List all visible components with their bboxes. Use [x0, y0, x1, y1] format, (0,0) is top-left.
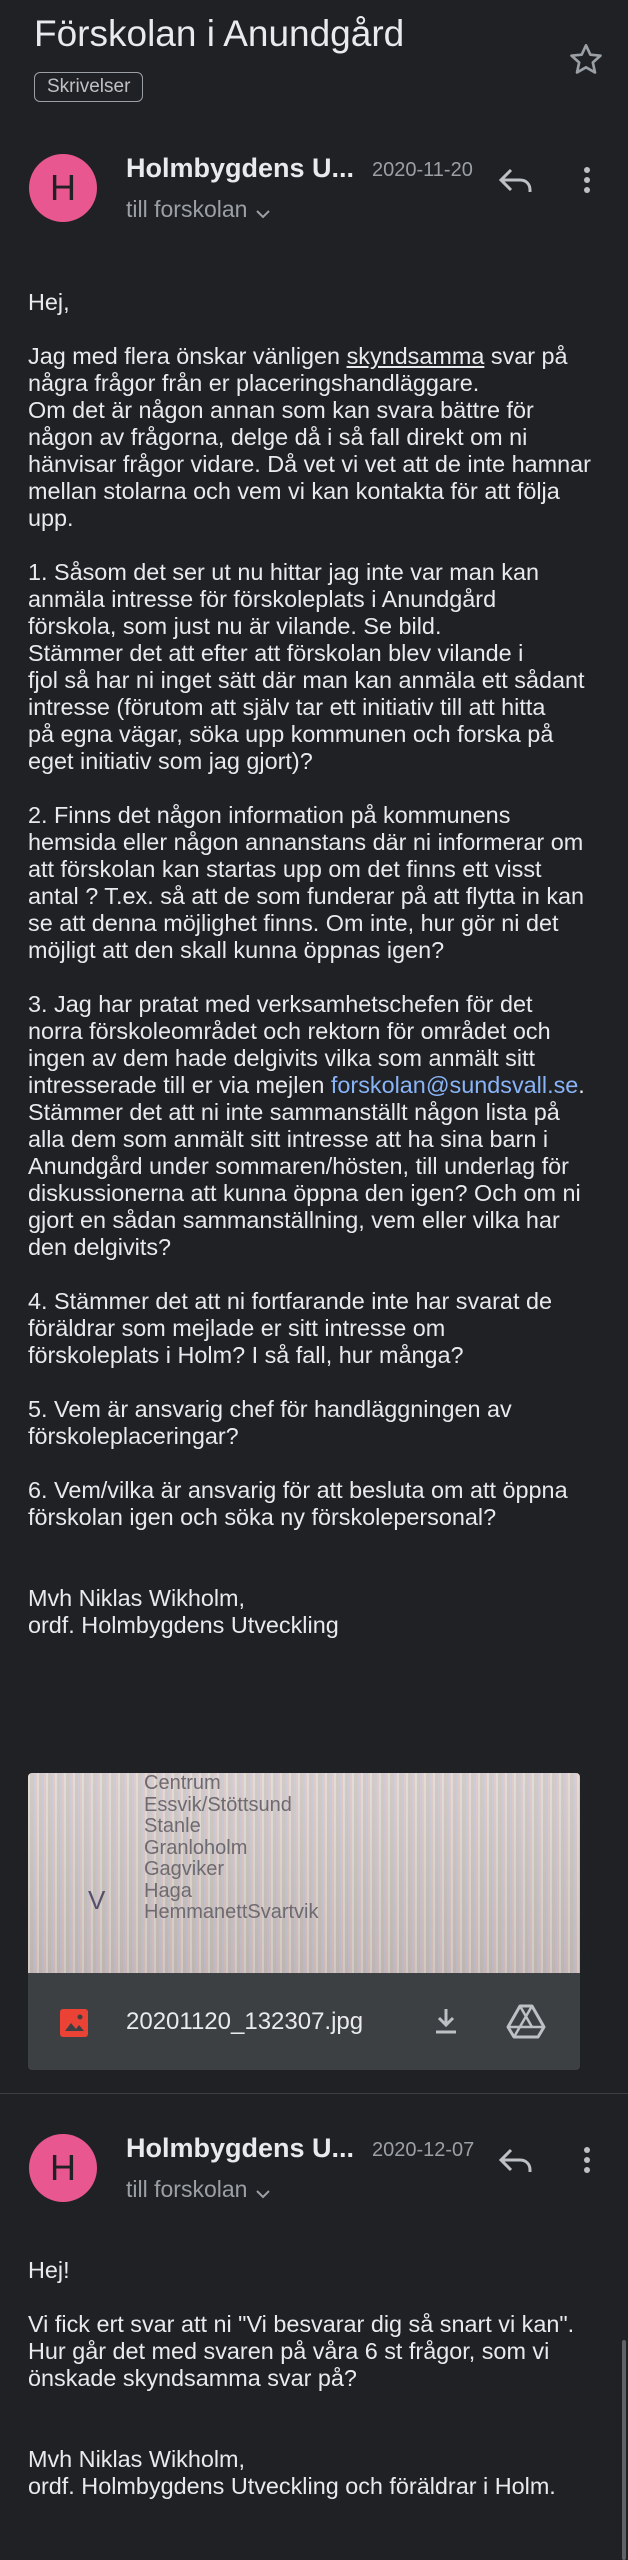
attachment-preview[interactable] [28, 1773, 580, 1973]
message-header[interactable] [0, 144, 628, 264]
message-header[interactable] [0, 2124, 628, 2244]
recipient-toggle[interactable] [126, 194, 271, 226]
recipient-label: till forskolan [126, 2176, 248, 2202]
avatar: H [29, 154, 97, 222]
star-icon[interactable] [566, 40, 606, 80]
preview-mark: V [88, 1885, 106, 1915]
chevron-down-icon [255, 2176, 271, 2206]
sender-name: Holmbygdens U... [126, 2133, 355, 2163]
signature: Mvh Niklas Wikholm, ordf. Holmbygdens Utveckling och föräldrar i Holm. [28, 2446, 556, 2499]
more-options-button[interactable] [572, 2140, 602, 2180]
image-file-icon [58, 2007, 90, 2039]
reply-button[interactable] [494, 2140, 538, 2180]
more-vert-icon [572, 2140, 602, 2180]
recipient-label: till forskolan [126, 196, 248, 222]
greeting: Hej! [28, 2257, 70, 2283]
question-6: 6. Vem/vilka är ansvarig för att besluta om att öppna förskolan igen och söka ny förskolepersonal? [28, 1477, 568, 1530]
attachment-card[interactable] [28, 1773, 580, 2070]
message-date: 2020-11-20 [372, 159, 473, 181]
message-body [28, 2257, 608, 2527]
paragraph-intro: Jag med flera önskar vänligen skyndsamma svar på några frågor från er placeringshandläggare. Om det är någon annan som kan svara bättre för någon av frågorna, delge då i så fall direkt om ni hänvisar frågor vidare. Då vet vi vet att de inte hamnar mellan stolarna och vem vi kan kontakta för att följa upp. [28, 343, 591, 531]
question-3: 3. Jag har pratat med verksamhetschefen för det norra förskoleområdet och rektorn för området och ingen av dem hade delgivits vilka som anmält sitt intresserade till er via mejlen forskolan@sundsvall.se. Stämmer det att ni inte sammanställt någon lista på alla dem som anmält sitt intresse att ha sina barn i Anundgård under sommaren/hösten, till underlag för diskussionerna att kunna öppna den igen? Och om ni gjort en sådan sammanställning, vem eller vilka har den delgivits? [28, 991, 585, 1260]
preview-text: Centrum Essvik/Stöttsund Stanle Granloholm Gagviker Haga HemmanettSvartvik [144, 1773, 319, 1923]
message-body [28, 289, 608, 1666]
attachment-bar [28, 1973, 580, 2070]
reply-icon [494, 160, 538, 200]
recipient-toggle[interactable] [126, 2174, 271, 2206]
question-5: 5. Vem är ansvarig chef för handläggningen av förskoleplaceringar? [28, 1396, 512, 1449]
more-vert-icon [572, 160, 602, 200]
message-divider [0, 2093, 628, 2094]
thread-subject: Förskolan i Anundgård [34, 13, 405, 54]
underlined-word: skyndsamma [346, 343, 485, 369]
thread-header [0, 0, 628, 130]
signature: Mvh Niklas Wikholm, ordf. Holmbygdens Utveckling [28, 1585, 339, 1638]
drive-icon[interactable] [506, 2003, 546, 2039]
scrollbar[interactable] [622, 2340, 626, 2560]
sender-name: Holmbygdens U... [126, 153, 355, 183]
download-icon[interactable] [428, 2003, 464, 2039]
paragraph-intro: Vi fick ert svar att ni "Vi besvarar dig så snart vi kan". Hur går det med svaren på våra 6 st frågor, som vi önskade skyndsamma svar på? [28, 2311, 575, 2391]
question-2: 2. Finns det någon information på kommunens hemsida eller någon annanstans där ni informerar om att förskolan kan startas upp om det finns ett visst antal ? T.ex. så att de som funderar på att flytta in kan se att denna möjlighet finns. Om inte, hur gör ni det möjligt att den skall kunna öppnas igen? [28, 802, 585, 963]
reply-button[interactable] [494, 160, 538, 200]
label-chip[interactable]: Skrivelser [34, 72, 143, 102]
chevron-down-icon [255, 196, 271, 226]
avatar: H [29, 2134, 97, 2202]
greeting: Hej, [28, 289, 70, 315]
reply-icon [494, 2140, 538, 2180]
more-options-button[interactable] [572, 160, 602, 200]
question-1: 1. Såsom det ser ut nu hittar jag inte var man kan anmäla intresse för förskoleplats i Anundgård förskola, som just nu är vilande. Se bild. Stämmer det att efter att förskolan blev vilande i fjol så har ni inget sätt där man kan anmäla ett sådant intresse (förutom att själv tar ett initiativ till att hitta på egna vägar, söka upp kommunen och forska på eget initiativ som jag gjort)? [28, 559, 585, 774]
question-4: 4. Stämmer det att ni fortfarande inte har svarat de föräldrar som mejlade er sitt intresse om förskoleplats i Holm? I så fall, hur många? [28, 1288, 552, 1368]
attachment-filename: 20201120_132307.jpg [126, 2008, 364, 2035]
email-link[interactable]: forskolan@sundsvall.se [330, 1072, 579, 1098]
message-date: 2020-12-07 [372, 2139, 475, 2161]
